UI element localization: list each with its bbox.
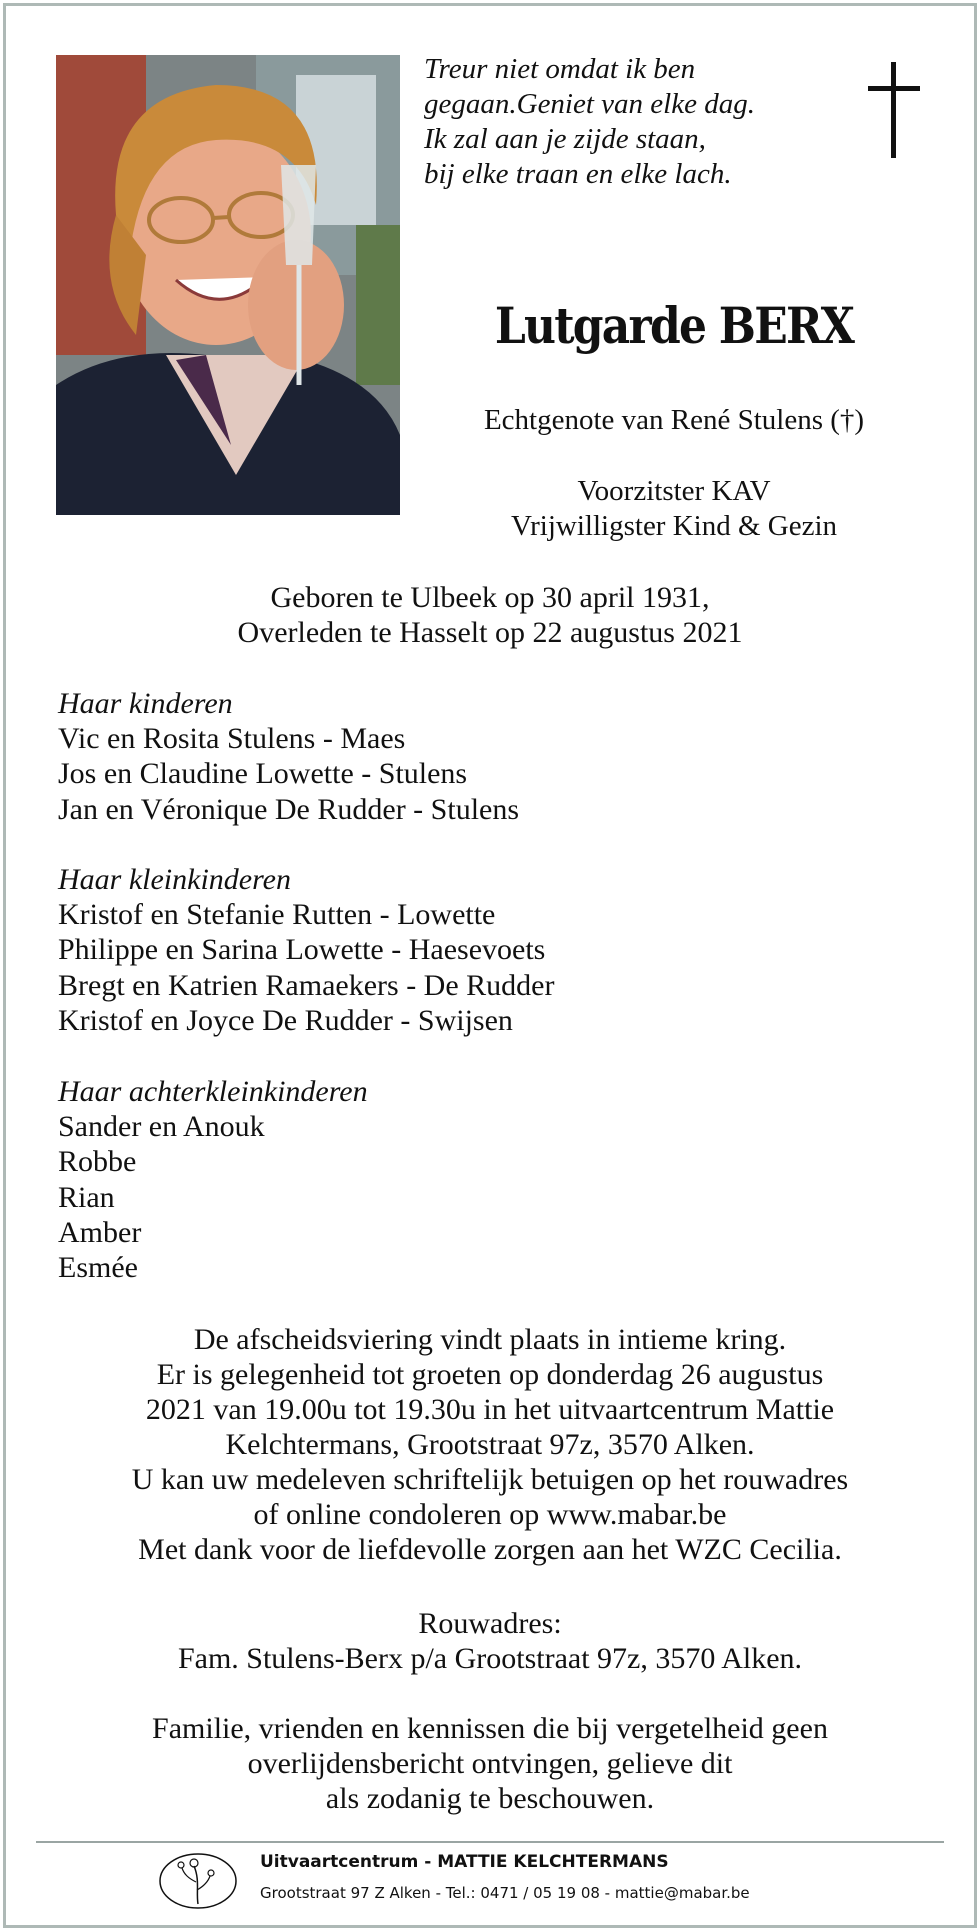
farewell-line: 2021 van 19.00u tot 19.30u in het uitvaartcentrum Mattie — [145, 1393, 835, 1426]
list-item: Kristof en Stefanie Rutten - Lowette — [58, 898, 496, 932]
children-list — [58, 686, 758, 827]
list-item: Vic en Rosita Stulens - Maes — [58, 722, 406, 756]
poem-line: gegaan.Geniet van elke dag. — [424, 88, 755, 120]
footer-divider — [36, 1841, 944, 1843]
birth-line: Geboren te Ulbeek op 30 april 1931, — [270, 581, 710, 614]
children-heading: Haar kinderen — [58, 687, 233, 720]
list-item: Jos en Claudine Lowette - Stulens — [58, 757, 468, 791]
closing-line: overlijdensbericht ontvingen, gelieve dit — [247, 1747, 733, 1780]
list-item: Bregt en Katrien Ramaekers - De Rudder — [58, 968, 555, 1002]
great-grandchildren-heading: Haar achterkleinkinderen — [58, 1075, 368, 1108]
list-item: Amber — [58, 1215, 142, 1249]
poem-line: bij elke traan en elke lach. — [424, 158, 732, 190]
funeral-home-contact: Grootstraat 97 Z Alken - Tel.: 0471 / 05 19 08 - mattie@mabar.be — [260, 1884, 750, 1902]
address-heading: Rouwadres: — [418, 1607, 562, 1640]
death-line: Overleden te Hasselt op 22 augustus 2021 — [237, 616, 743, 649]
closing-line: als zodanig te beschouwen. — [325, 1782, 655, 1815]
list-item: Philippe en Sarina Lowette - Haesevoets — [58, 933, 546, 967]
farewell-line: Met dank voor de liefdevolle zorgen aan het WZC Cecilia. — [138, 1533, 842, 1566]
list-item: Sander en Anouk — [58, 1110, 265, 1144]
list-item: Esmée — [58, 1251, 138, 1285]
farewell-line: Kelchtermans, Grootstraat 97z, 3570 Alken. — [225, 1428, 755, 1461]
role-line: Vrijwilligster Kind & Gezin — [510, 510, 838, 542]
cross-icon — [864, 60, 924, 160]
list-item: Jan en Véronique De Rudder - Stulens — [58, 792, 520, 826]
great-grandchildren-list — [58, 1074, 758, 1285]
roles — [424, 474, 924, 544]
list-item: Robbe — [58, 1145, 137, 1179]
spouse-line: Echtgenote van René Stulens (†) — [483, 404, 865, 436]
grandchildren-heading: Haar kleinkinderen — [58, 863, 291, 896]
mourning-address — [40, 1606, 940, 1676]
address-line: Fam. Stulens-Berx p/a Grootstraat 97z, 3570 Alken. — [177, 1642, 803, 1675]
farewell-line: U kan uw medeleven schriftelijk betuigen op het rouwadres — [131, 1463, 849, 1496]
farewell-info — [40, 1322, 940, 1567]
list-item: Kristof en Joyce De Rudder - Swijsen — [58, 1003, 513, 1037]
birth-death-info — [40, 580, 940, 650]
list-item: Rian — [58, 1180, 115, 1214]
portrait-illustration — [56, 55, 400, 515]
poem-line: Ik zal aan je zijde staan, — [424, 123, 706, 155]
funeral-home-name: Uitvaartcentrum - MATTIE KELCHTERMANS — [260, 1852, 669, 1872]
farewell-line: of online condoleren op www.mabar.be — [253, 1498, 727, 1531]
farewell-line: Er is gelegenheid tot groeten op donderdag 26 augustus — [156, 1358, 824, 1391]
farewell-line: De afscheidsviering vindt plaats in intieme kring. — [193, 1323, 787, 1356]
flower-logo-icon — [158, 1852, 238, 1910]
poem-line: Treur niet omdat ik ben — [424, 53, 696, 85]
closing-line: Familie, vrienden en kennissen die bij vergetelheid geen — [152, 1712, 828, 1745]
portrait-photo — [56, 55, 400, 515]
closing-note — [40, 1711, 940, 1816]
role-line: Voorzitster KAV — [577, 475, 771, 507]
poem — [424, 52, 864, 192]
deceased-name: Lutgarde BERX — [494, 296, 854, 355]
grandchildren-list — [58, 862, 758, 1038]
